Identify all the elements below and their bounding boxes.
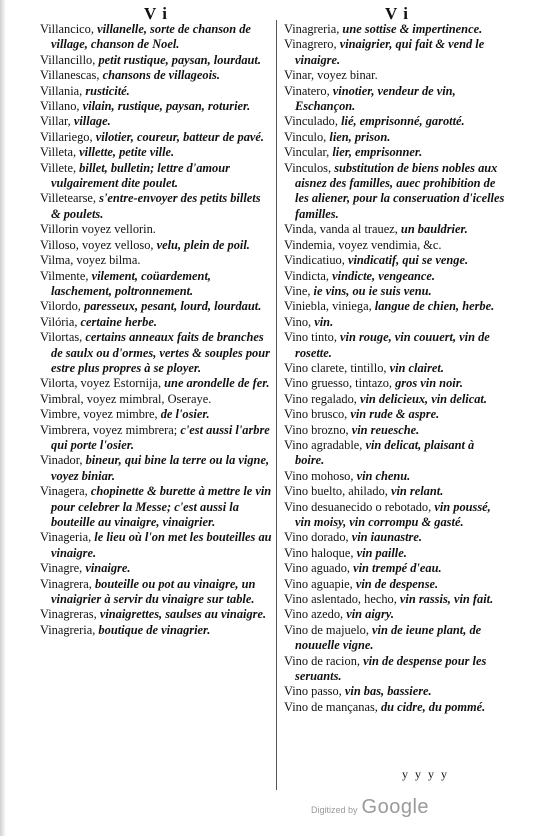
dictionary-entry xyxy=(284,222,506,237)
entry-definition: vin poussé, vin moisy, vin corrompu & gasté. xyxy=(295,499,491,529)
entry-headword: Villetearse, xyxy=(40,191,97,206)
entry-definition: vindicte, vengeance. xyxy=(329,268,436,283)
entry-definition: vin rouge, vin couuert, vin de rosette. xyxy=(295,330,490,360)
entry-definition: vinotier, vendeur de vin, Eschançon. xyxy=(295,83,456,114)
entry-definition: vilement, coüardement, laschement, poltronnement. xyxy=(51,268,211,298)
dictionary-entry xyxy=(284,654,506,685)
entry-headword: Vinagreria, xyxy=(284,22,340,36)
dictionary-entry xyxy=(284,114,506,129)
entry-headword: Vinagre, xyxy=(40,561,83,576)
entry-definition: vin aigry. xyxy=(343,607,394,622)
dictionary-entry xyxy=(284,238,506,253)
entry-definition: villette, petite ville. xyxy=(76,145,175,160)
dictionary-entry xyxy=(40,623,272,638)
entry-definition: lié, emprisonné, garotté. xyxy=(337,114,465,129)
entry-headword: Villancillo, xyxy=(40,52,96,67)
dictionary-entry xyxy=(284,700,506,715)
entry-headword: Vinagreria, xyxy=(40,622,96,637)
entry-definition: gros vin noir. xyxy=(392,376,463,391)
dictionary-entry xyxy=(284,423,506,438)
entry-headword: Vino mohoso, xyxy=(284,468,354,483)
entry-headword: Villar, xyxy=(40,114,71,129)
entry-headword: Vimbral, voyez mimbral, Oseraye. xyxy=(40,391,212,406)
entry-headword: Vimbrera, voyez mimbrera; xyxy=(40,422,178,437)
dictionary-entry xyxy=(40,269,272,300)
dictionary-entry xyxy=(284,484,506,499)
entry-headword: Vilorta, voyez Estornija, xyxy=(40,376,162,391)
entry-definition: s'entre-envoyer des petits billets & poulets. xyxy=(51,191,261,221)
google-watermark xyxy=(311,796,429,819)
entry-definition: lien, prison. xyxy=(326,129,391,144)
entry-headword: Vinculo, xyxy=(284,129,327,144)
entry-headword: Vino, xyxy=(284,314,312,329)
dictionary-entry xyxy=(40,607,272,622)
dictionary-entry xyxy=(284,438,506,469)
entry-definition: petit rustique, paysan, lourdaut. xyxy=(95,52,261,67)
entry-headword: Vino aguapie, xyxy=(284,576,353,591)
entry-headword: Vinageria, xyxy=(40,530,92,545)
entry-definition: vin chenu. xyxy=(353,468,411,483)
entry-headword: Vino brusco, xyxy=(284,407,348,422)
entry-headword: Vino agradable, xyxy=(284,437,363,452)
entry-headword: Vindemia, voyez vendimia, &c. xyxy=(284,237,442,252)
dictionary-entry xyxy=(284,469,506,484)
dictionary-entry xyxy=(40,453,272,484)
entry-definition: vin delicieux, vin delicat. xyxy=(356,391,487,406)
dictionary-entry xyxy=(284,253,506,268)
entry-definition: le lieu où l'on met les bouteilles au vinaigre. xyxy=(51,530,272,560)
dictionary-entry xyxy=(284,407,506,422)
entry-definition: vin relant. xyxy=(387,484,444,499)
dictionary-entry xyxy=(40,299,272,314)
entry-headword: Vino aguado, xyxy=(284,561,351,576)
entry-definition: certaine herbe. xyxy=(77,314,157,329)
entry-definition: vinaigre. xyxy=(82,561,131,576)
entry-definition: vin delicat, plaisant à boire. xyxy=(295,437,475,468)
entry-definition: vilain, rustique, paysan, roturier. xyxy=(79,99,251,114)
entry-definition: paresseux, pesant, lourd, lourdaut. xyxy=(80,299,262,314)
column-divider xyxy=(276,20,277,790)
entry-headword: Vinculos, xyxy=(284,160,332,175)
entry-headword: Vino tinto, xyxy=(284,330,337,345)
entry-headword: Vinculado, xyxy=(284,114,338,129)
entry-headword: Villancico, xyxy=(40,22,94,36)
dictionary-entry xyxy=(40,577,272,608)
entry-definition: chansons de villageois. xyxy=(99,68,220,83)
entry-definition: c'est aussi l'arbre qui porte l'osier. xyxy=(51,422,270,452)
dictionary-entry xyxy=(284,130,506,145)
google-logo: Google xyxy=(361,796,430,818)
entry-headword: Villariego, xyxy=(40,129,93,144)
entry-definition: un bauldrier. xyxy=(397,222,468,237)
entry-headword: Villete, xyxy=(40,160,77,175)
dictionary-entry xyxy=(40,99,272,114)
entry-headword: Vino buelto, ahilado, xyxy=(284,484,388,499)
entry-headword: Vino regalado, xyxy=(284,391,357,406)
dictionary-entry xyxy=(40,315,272,330)
entry-definition: vin bas, bassiere. xyxy=(341,684,432,699)
entry-definition: bineur, qui bine la terre ou la vigne, voyez biniar. xyxy=(51,453,270,483)
entry-definition: vin iaunastre. xyxy=(348,530,422,545)
dictionary-entry xyxy=(284,376,506,391)
dictionary-entry xyxy=(284,623,506,654)
entry-headword: Vino haloque, xyxy=(284,545,354,560)
entry-headword: Vinagrero, xyxy=(284,37,337,52)
entry-headword: Vino de mançanas, xyxy=(284,699,378,714)
entry-definition: certains anneaux faits de branches de saulx ou d'ormes, vertes & souples pour estre plus propres à se ployer. xyxy=(51,330,270,375)
entry-headword: Vino aslentado, hecho, xyxy=(284,592,397,607)
entry-definition: chopinette & burette à mettre le vin pour celebrer la Messe; c'est aussi la bouteille au vinaigre, vinaigrier. xyxy=(51,484,272,529)
watermark-prefix: Digitized by xyxy=(311,805,358,815)
entry-definition: vilotier, coureur, batteur de pavé. xyxy=(92,129,264,144)
dictionary-entry xyxy=(284,68,506,83)
entry-headword: Vine, xyxy=(284,283,311,298)
entry-headword: Villeta, xyxy=(40,145,77,160)
entry-headword: Villano, xyxy=(40,99,80,114)
dictionary-entry xyxy=(284,284,506,299)
entry-definition: une arondelle de fer. xyxy=(161,376,270,391)
dictionary-entry xyxy=(284,530,506,545)
dictionary-entry xyxy=(40,191,272,222)
dictionary-entry xyxy=(40,376,272,391)
dictionary-entry xyxy=(40,145,272,160)
dictionary-entry xyxy=(40,53,272,68)
dictionary-entry xyxy=(40,561,272,576)
entry-definition: vin de despense. xyxy=(352,576,439,591)
entry-definition: vin paille. xyxy=(353,545,407,560)
entry-headword: Vino dorado, xyxy=(284,530,349,545)
entry-definition: ie vins, ou ie suis venu. xyxy=(310,283,432,298)
entry-headword: Vino desuanecido o rebotado, xyxy=(284,499,432,514)
entry-headword: Villanescas, xyxy=(40,68,100,83)
entry-definition: vin clairet. xyxy=(386,360,444,375)
dictionary-entry xyxy=(284,592,506,607)
dictionary-entry xyxy=(284,269,506,284)
dictionary-entry xyxy=(284,145,506,160)
dictionary-entry xyxy=(40,130,272,145)
entry-headword: Vino brozno, xyxy=(284,422,349,437)
entry-headword: Vilordo, xyxy=(40,299,81,314)
dictionary-entry xyxy=(284,84,506,115)
entry-headword: Vimbre, voyez mimbre, xyxy=(40,407,158,422)
dictionary-entry xyxy=(284,561,506,576)
dictionary-entry xyxy=(284,37,506,68)
entry-headword: Vinar, voyez binar. xyxy=(284,68,378,83)
entry-definition: une sottise & impertinence. xyxy=(339,22,483,36)
entry-headword: Vilma, voyez bilma. xyxy=(40,253,141,268)
entry-definition: vin trempé d'eau. xyxy=(350,561,442,576)
entry-headword: Vincular, xyxy=(284,145,330,160)
entry-headword: Vindicatiuo, xyxy=(284,253,345,268)
entry-definition: village. xyxy=(70,114,111,129)
entry-definition: lier, emprisonner. xyxy=(329,145,423,160)
dictionary-entry xyxy=(40,161,272,192)
dictionary-entry xyxy=(40,114,272,129)
dictionary-entry xyxy=(284,577,506,592)
dictionary-entry xyxy=(284,546,506,561)
right-column xyxy=(284,22,506,715)
entry-headword: Vilmente, xyxy=(40,268,89,283)
dictionary-entry xyxy=(284,500,506,531)
dictionary-entry xyxy=(40,22,272,53)
entry-headword: Vino clarete, tintillo, xyxy=(284,360,387,375)
entry-definition: velu, plein de poil. xyxy=(153,237,250,252)
dictionary-entry xyxy=(284,22,506,37)
entry-headword: Vino gruesso, tintazo, xyxy=(284,376,393,391)
entry-headword: Vino de majuelo, xyxy=(284,622,369,637)
entry-headword: Vinagera, xyxy=(40,484,88,499)
entry-headword: Vilortas, xyxy=(40,330,83,345)
entry-definition: vinaigrettes, saulses au vinaigre. xyxy=(96,607,267,622)
dictionary-entry xyxy=(284,361,506,376)
dictionary-entry xyxy=(40,530,272,561)
entry-definition: vin rude & aspre. xyxy=(347,407,440,422)
entry-definition: vin reuesche. xyxy=(348,422,420,437)
dictionary-entry xyxy=(284,392,506,407)
dictionary-entry xyxy=(40,253,272,268)
dictionary-entry xyxy=(284,607,506,622)
entry-definition: bouteille ou pot au vinaigre, un vinaigrier à servir du vinaigre sur table. xyxy=(51,576,256,607)
entry-headword: Vilória, xyxy=(40,314,78,329)
dictionary-entry xyxy=(40,484,272,530)
page-gutter-shadow xyxy=(0,0,6,836)
entry-headword: Vino azedo, xyxy=(284,607,344,622)
entry-headword: Villorin voyez vellorin. xyxy=(40,222,156,237)
entry-headword: Vinatero, xyxy=(284,83,330,98)
entry-definition: vin de despense pour les seruants. xyxy=(295,653,487,684)
entry-definition: boutique de vinagrier. xyxy=(95,622,211,637)
entry-headword: Vino passo, xyxy=(284,684,342,699)
entry-definition: vin rassis, vin fait. xyxy=(396,592,494,607)
dictionary-entry xyxy=(284,330,506,361)
dictionary-entry xyxy=(40,407,272,422)
entry-headword: Vino de racion, xyxy=(284,653,360,668)
entry-definition: vindicatif, qui se venge. xyxy=(344,253,469,268)
entry-headword: Villania, xyxy=(40,83,83,98)
dictionary-entry xyxy=(40,423,272,454)
entry-definition: vin de ieune plant, de nouuelle vigne. xyxy=(295,622,482,653)
dictionary-entry xyxy=(284,161,506,223)
entry-definition: de l'osier. xyxy=(157,407,210,422)
entry-headword: Viniebla, viniega, xyxy=(284,299,372,314)
entry-headword: Vinda, vanda al trauez, xyxy=(284,222,398,237)
running-header-left: V i xyxy=(144,4,168,23)
entry-definition: substitution de biens nobles aux aisnez des familles, auec prohibition de les aliener, pour la conseruation d'icelles familles. xyxy=(295,160,505,221)
entry-headword: Vinagreras, xyxy=(40,607,97,622)
dictionary-entry xyxy=(284,684,506,699)
running-header-right: V i xyxy=(385,4,409,23)
dictionary-entry xyxy=(40,222,272,237)
entry-definition: langue de chien, herbe. xyxy=(371,299,495,314)
dictionary-entry xyxy=(284,315,506,330)
entry-definition: vinaigrier, qui fait & vend le vinaigre. xyxy=(295,37,485,67)
dictionary-entry xyxy=(40,238,272,253)
dictionary-entry xyxy=(40,84,272,99)
entry-headword: Villoso, voyez velloso, xyxy=(40,237,154,252)
dictionary-entry xyxy=(40,392,272,407)
entry-definition: villanelle, sorte de chanson de village, chanson de Noel. xyxy=(51,22,251,52)
dictionary-entry xyxy=(40,330,272,376)
left-column xyxy=(40,22,272,638)
entry-headword: Vindicta, xyxy=(284,268,330,283)
catchword: y y y y xyxy=(402,767,449,781)
entry-definition: rusticité. xyxy=(82,83,130,98)
dictionary-entry xyxy=(284,299,506,314)
entry-definition: vin. xyxy=(311,314,334,329)
entry-definition: billet, bulletin; lettre d'amour vulgairement dite poulet. xyxy=(51,160,230,191)
dictionary-entry xyxy=(40,68,272,83)
entry-headword: Vinador, xyxy=(40,453,83,468)
entry-headword: Vinagrera, xyxy=(40,576,92,591)
entry-definition: du cidre, du pommé. xyxy=(377,699,486,714)
